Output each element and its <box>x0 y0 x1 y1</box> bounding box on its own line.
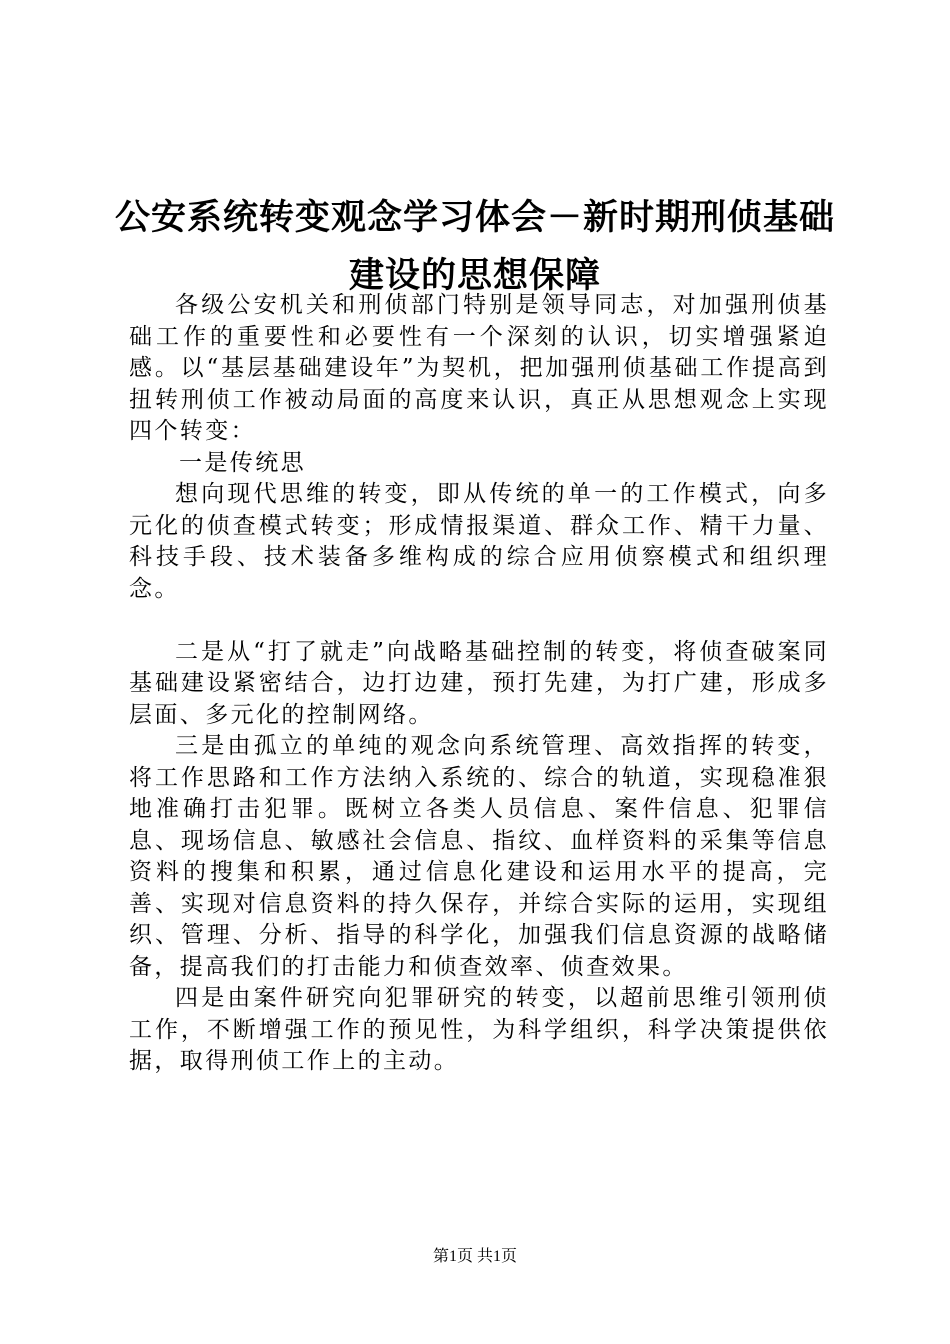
document-title-line-1: 公安系统转变观念学习体会－新时期刑侦基础 <box>114 198 835 238</box>
paragraph-intro: 各级公安机关和刑侦部门特别是领导同志，对加强刑侦基础工作的重要性和必要性有一个深刻的认识，切实增强紧迫感。以“基层基础建设年”为契机，把加强刑侦基础工作提高到扭转刑侦工作被动局面的高度来认识，真正从思想观念上实现四个转变： <box>129 292 829 444</box>
page-footer: 第1页 共1页 <box>432 1248 517 1265</box>
paragraph-third-transformation: 三是由孤立的单纯的观念向系统管理、高效指挥的转变，将工作思路和工作方法纳入系统的、综合的轨道，实现稳准狠地准确打击犯罪。既树立各类人员信息、案件信息、犯罪信息、现场信息、敏感社会信息、指纹、血样资料的采集等信息资料的搜集和积累，通过信息化建设和运用水平的提高，完善、实现对信息资料的持久保存，并综合实际的运用，实现组织、管理、分析、指导的科学化，加强我们信息资源的战略储备，提高我们的打击能力和侦查效率、侦查效果。 <box>129 733 829 980</box>
paragraph-fourth-transformation: 四是由案件研究向犯罪研究的转变，以超前思维引领刑侦工作，不断增强工作的预见性，为科学组织，科学决策提供依据，取得刑侦工作上的主动。 <box>129 985 829 1074</box>
paragraph-first-heading: 一是传统思 <box>179 449 306 476</box>
document-body <box>129 290 829 1078</box>
document-title-line-2: 建设的思想保障 <box>348 256 601 296</box>
paragraph-second-transformation: 二是从“打了就走”向战略基础控制的转变，将侦查破案同基础建设紧密结合，边打边建，预打先建，为打广建，形成多层面、多元化的控制网络。 <box>129 638 829 728</box>
paragraph-first-transformation: 想向现代思维的转变，即从传统的单一的工作模式，向多元化的侦查模式转变；形成情报渠道、群众工作、精干力量、科技手段、技术装备多维构成的综合应用侦察模式和组织理念。 <box>129 481 829 602</box>
